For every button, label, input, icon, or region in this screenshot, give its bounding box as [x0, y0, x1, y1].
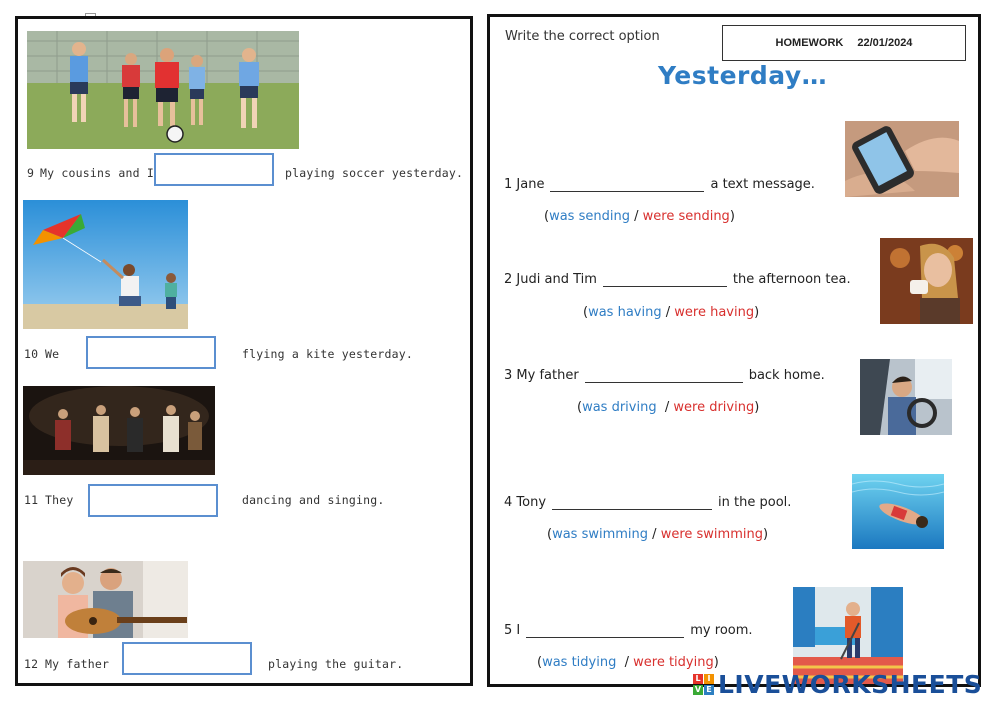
homework-box: [722, 25, 966, 61]
father-guitar-photo: [23, 561, 188, 638]
item-1-option-a[interactable]: was sending: [549, 209, 630, 224]
item-10-prefix: We: [45, 347, 60, 361]
item-3-blank[interactable]: [585, 370, 743, 383]
item-9-number: 9: [27, 166, 35, 180]
item-1-number: 1: [504, 177, 513, 192]
item-5-number: 5: [504, 623, 513, 638]
item-3-subject: My father: [516, 368, 579, 383]
answer-box-12[interactable]: [122, 642, 252, 675]
item-2-sentence: [504, 272, 851, 287]
item-2-option-b[interactable]: were having: [674, 305, 755, 320]
item-5-rest: my room.: [690, 623, 753, 638]
logo-text: LIVEWORKSHEETS: [718, 670, 983, 699]
item-4-options: (was swimming / were swimming): [547, 527, 769, 542]
item-5-blank[interactable]: [526, 625, 684, 638]
item-1-subject: Jane: [516, 177, 545, 192]
item-2-subject: Judi and Tim: [516, 272, 597, 287]
item-3-separator: /: [664, 400, 670, 415]
answer-box-10[interactable]: [86, 336, 216, 369]
item-5-sentence: [504, 623, 753, 638]
item-1-option-b[interactable]: were sending: [642, 209, 730, 224]
logo-letter-e: E: [704, 685, 714, 695]
logo-letters-grid: [693, 674, 714, 695]
item-3-option-b[interactable]: were driving: [673, 400, 755, 415]
item-2-blank[interactable]: [603, 274, 727, 287]
item-4-subject: Tony: [516, 495, 547, 510]
dancing-stage-photo: [23, 386, 215, 475]
woman-tea-photo: [880, 238, 973, 324]
item-5-separator: /: [624, 655, 629, 670]
item-4-rest: in the pool.: [718, 495, 792, 510]
item-4-sentence: [504, 495, 791, 510]
item-1-sentence: [504, 177, 815, 192]
item-10-suffix: flying a kite yesterday.: [242, 347, 413, 361]
liveworksheets-logo: [693, 670, 982, 699]
answer-box-11[interactable]: [88, 484, 218, 517]
item-4-separator: /: [652, 527, 657, 542]
item-11-prefix: They: [45, 493, 74, 507]
item-3-options: (was driving / were driving): [577, 400, 760, 415]
logo-letter-v: V: [694, 685, 702, 694]
flying-kite-photo: [23, 200, 188, 329]
item-12-prefix: My father: [45, 657, 110, 671]
item-5-subject: I: [516, 623, 521, 638]
item-3-rest: back home.: [748, 368, 825, 383]
item-2-rest: the afternoon tea.: [732, 272, 851, 287]
item-5-option-a[interactable]: was tidying: [542, 655, 617, 670]
item-4-blank[interactable]: [552, 497, 712, 510]
page-heading: Yesterday…: [658, 61, 828, 90]
item-2-options: (was having / were having): [583, 305, 760, 320]
instruction-text: Write the correct option: [505, 29, 660, 44]
children-playing-soccer-photo: [27, 31, 299, 149]
item-2-option-a[interactable]: was having: [588, 305, 662, 320]
underwater-swimming-photo: [852, 474, 944, 549]
homework-label: HOMEWORK: [775, 37, 844, 49]
logo-letter-l: L: [693, 674, 703, 684]
item-4-option-b[interactable]: were swimming: [660, 527, 763, 542]
item-9-prefix: My cousins and I: [40, 166, 154, 180]
homework-date: 22/01/2024: [857, 37, 913, 49]
man-driving-photo: [860, 359, 952, 435]
left-worksheet-panel: [15, 16, 473, 686]
item-1-blank[interactable]: [550, 179, 704, 192]
item-9-suffix: playing soccer yesterday.: [285, 166, 464, 180]
item-3-number: 3: [504, 368, 513, 383]
answer-box-9[interactable]: [154, 153, 274, 186]
item-12-suffix: playing the guitar.: [268, 657, 404, 671]
phone-texting-photo: [845, 121, 959, 197]
item-3-sentence: [504, 368, 825, 383]
item-4-option-a[interactable]: was swimming: [552, 527, 649, 542]
item-12-number: 12: [24, 657, 39, 671]
item-4-number: 4: [504, 495, 513, 510]
logo-letter-i: I: [704, 674, 714, 684]
item-5-options: (was tidying / were tidying): [537, 655, 719, 670]
item-11-number: 11: [24, 493, 39, 507]
item-11-suffix: dancing and singing.: [242, 493, 385, 507]
item-2-number: 2: [504, 272, 513, 287]
item-1-separator: /: [634, 209, 639, 224]
item-1-options: (was sending / were sending): [544, 209, 735, 224]
item-2-separator: /: [665, 305, 671, 320]
item-10-number: 10: [24, 347, 39, 361]
item-1-rest: a text message.: [710, 177, 815, 192]
right-worksheet-panel: [487, 14, 981, 687]
item-5-option-b[interactable]: were tidying: [633, 655, 714, 670]
item-3-option-a[interactable]: was driving: [582, 400, 657, 415]
